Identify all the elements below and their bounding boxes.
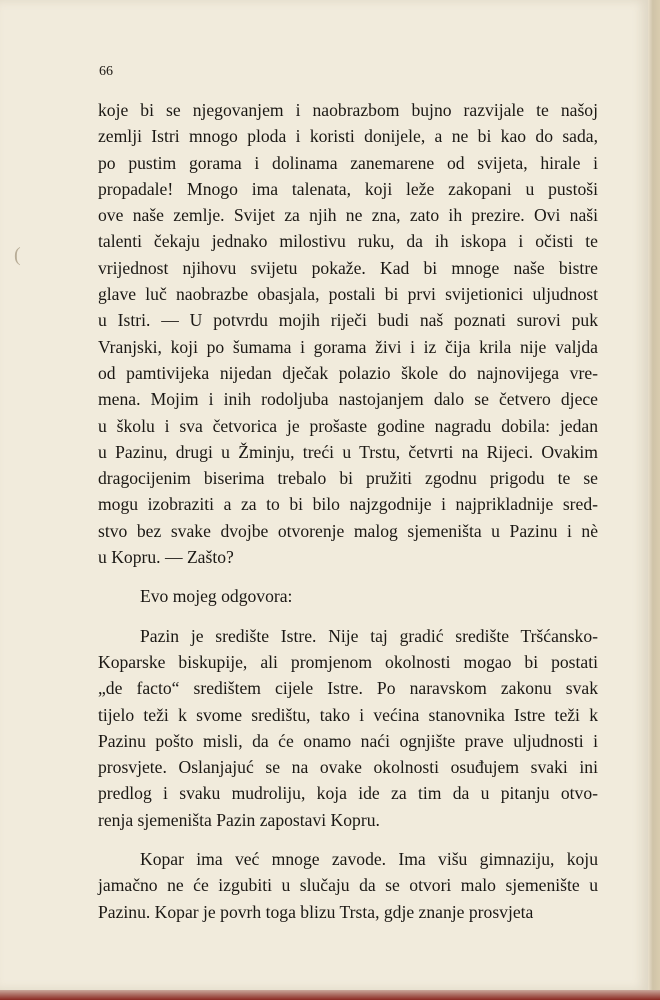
- text-line: ove naše zemlje. Svijet za njih ne zna, zato ih prezire. Ovi naši: [98, 205, 598, 226]
- text-line: propadale! Mnogo ima talenata, koji leže zakopani u pustoši: [98, 178, 598, 199]
- text-line: stvo bez svake dvojbe otvorenje malog sjemeništa u Pazinu i nè: [98, 520, 598, 541]
- margin-mark: (: [14, 244, 21, 266]
- cover-edge: [0, 990, 660, 1000]
- paragraph: [98, 846, 598, 925]
- text-line: glave luč naobrazbe obasjala, postali bi prvi svijetionici uljudnost: [98, 284, 598, 305]
- text-line: dragocijenim biserima trebalo bi pružiti zgodnu prigodu te se: [98, 468, 598, 489]
- text-line: Koparske biskupije, ali promjenom okolnosti mogao bi postati: [98, 651, 598, 672]
- text-line: po pustim gorama i dolinama zanemarene od svijeta, hirale i: [98, 152, 598, 173]
- text-line: „de facto“ središtem cijele Istre. Po naravskom zakonu svak: [98, 678, 598, 699]
- text-line: Pazinu. Kopar je povrh toga blizu Trsta, gdje znanje prosvjeta: [98, 901, 534, 922]
- text-line: prosvjete. Oslanjajuć se na ovake okolnosti osuđujem svaki ini: [98, 757, 598, 778]
- paragraph-gap: [98, 570, 598, 583]
- text-line: tijelo teži k svome središtu, tako i većina stanovnika Istre teži k: [98, 704, 598, 725]
- text-line: mogu izobraziti a za to bi bilo najzgodnije i najprikladnije sred-: [98, 494, 598, 515]
- paragraph-gap: [98, 833, 598, 846]
- text-line: jamačno ne će izgubiti u slučaju da se otvori malo sjemenište u: [98, 875, 598, 896]
- text-line: koje bi se njegovanjem i naobrazbom bujno razvijale te našoj: [98, 100, 598, 120]
- text-line: od pamtivijeka nijedan dječak polazio škole do najnovijega vre-: [98, 362, 598, 383]
- page-edge: [648, 0, 660, 1000]
- paragraph: [98, 623, 598, 833]
- text-line: u Istri. — U potvrdu mojih riječi budi naš poznati surovi puk: [98, 310, 598, 331]
- text-line: Pazinu pošto misli, da će onamo naći ognjište prave uljudnosti i: [98, 730, 598, 751]
- body-text: [98, 97, 598, 925]
- text-line: u Kopru. — Zašto?: [98, 547, 234, 568]
- text-line: Evo mojeg odgovora:: [140, 586, 293, 607]
- text-line: u Pazinu, drugi u Žminju, treći u Trstu, četvrti na Rijeci. Ovakim: [98, 441, 598, 462]
- paragraph-gap: [98, 610, 598, 623]
- text-line: Pazin je središte Istre. Nije taj gradić središte Tršćansko-: [140, 625, 598, 646]
- page-number: 66: [99, 64, 113, 79]
- text-line: Vranjski, koji po šumama i gorama živi i iz čija krila nije valjda: [98, 336, 598, 357]
- text-line: renja sjemeništa Pazin zapostavi Kopru.: [98, 809, 380, 830]
- text-line: predlog i svaku mudroliju, koja ide za tim da u pitanju otvo-: [98, 783, 598, 804]
- text-line: u školu i sva četvorica je prošaste godine nagradu dobila: jedan: [98, 415, 598, 436]
- paragraph: [98, 583, 598, 609]
- paragraph: [98, 97, 598, 570]
- text-line: vrijednost njihovu svijetu pokaže. Kad bi mnoge naše bistre: [98, 257, 598, 278]
- text-line: talenti čekaju jednako milostivu ruku, da ih iskopa i očisti te: [98, 231, 598, 252]
- text-line: zemlji Istri mnogo ploda i koristi donijele, a ne bi kao do sada,: [98, 126, 598, 147]
- text-line: mena. Mojim i inih rodoljuba nastojanjem dalo se četvero djece: [98, 389, 598, 410]
- text-line: Kopar ima već mnoge zavode. Ima višu gimnaziju, koju: [140, 849, 598, 870]
